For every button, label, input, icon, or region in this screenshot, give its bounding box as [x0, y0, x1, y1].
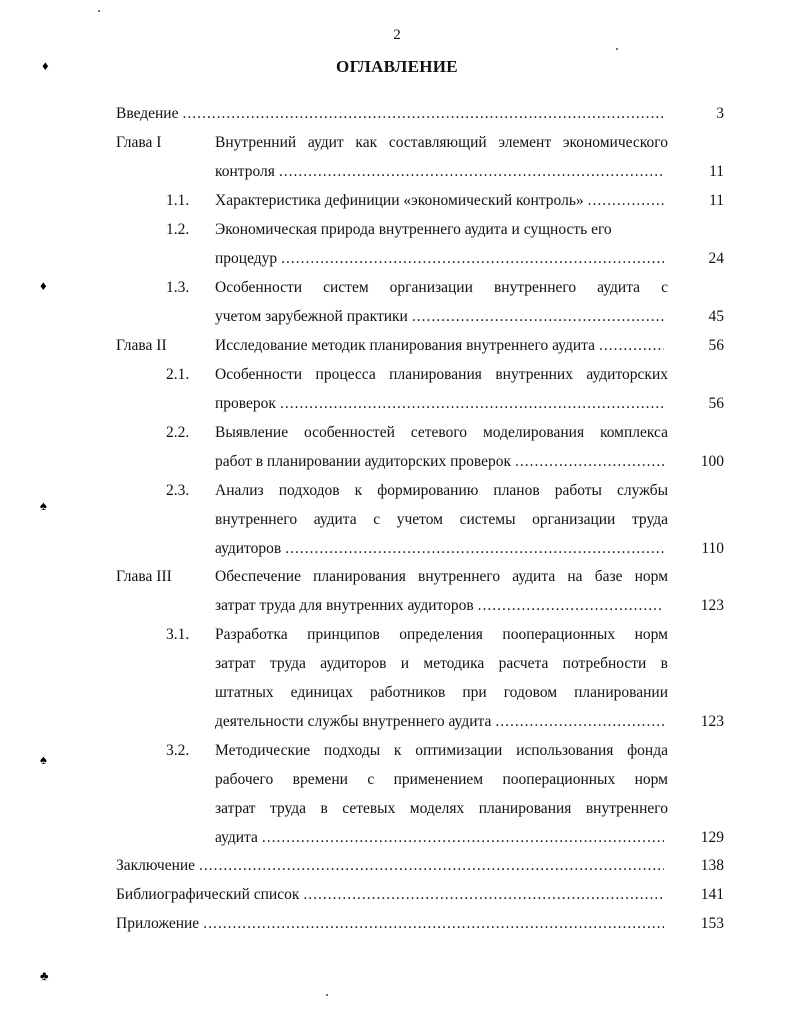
toc-page-number: 129: [700, 829, 724, 846]
page-number: 2: [393, 27, 401, 43]
toc-title: ОГЛАВЛЕНИЕ: [336, 57, 458, 76]
toc-entry-title-end: [215, 827, 668, 849]
dot-leader: [199, 855, 664, 877]
toc-entry-title-end: [215, 711, 668, 733]
toc-entry-title-end: [215, 190, 668, 212]
dot-leader: [182, 103, 664, 125]
dot-leader: [588, 190, 664, 212]
toc-entry-label: процедур: [215, 250, 278, 267]
toc-page-number: 11: [709, 163, 724, 180]
toc-entry-title: Анализ подходов к формированию планов работы службы: [215, 482, 668, 499]
section-number: 2.2.: [166, 424, 190, 441]
chapter-number: Глава II: [116, 337, 167, 354]
toc-entry-label: Характеристика дефиниции «экономический контроль»: [215, 192, 584, 209]
toc-page-number: 100: [700, 453, 724, 470]
toc-entry-title-end: [215, 335, 668, 357]
scan-speck: [98, 10, 100, 12]
toc-entry-title: Обеспечение планирования внутреннего аудита на базе норм: [215, 568, 668, 585]
scan-mark-icon: ♠: [40, 498, 47, 513]
scan-mark-icon: ♣: [40, 968, 49, 983]
section-number: 1.2.: [166, 221, 190, 238]
toc-entry-label: аудита: [215, 829, 258, 846]
chapter-number: Глава I: [116, 134, 162, 151]
toc-page-number: 123: [700, 597, 724, 614]
scan-speck: [616, 48, 618, 50]
toc-entry-label: учетом зарубежной практики: [215, 308, 408, 325]
dot-leader: [495, 711, 664, 733]
toc-page-number: 45: [708, 308, 724, 325]
toc-entry-title-end: [215, 306, 668, 328]
toc-page-number: 123: [700, 713, 724, 730]
toc-page-number: 110: [701, 540, 724, 557]
toc-page-number: 56: [708, 337, 724, 354]
toc-entry-conclusion: [116, 855, 668, 877]
toc-entry-label: Исследование методик планирования внутреннего аудита: [215, 337, 595, 354]
toc-entry-label: затрат труда для внутренних аудиторов: [215, 597, 474, 614]
toc-entry-label: контроля: [215, 163, 275, 180]
scan-mark-icon: ♠: [40, 752, 47, 767]
toc-entry-title: Особенности процесса планирования внутренних аудиторских: [215, 366, 668, 383]
toc-entry-title: рабочего времени с применением пооперационных норм: [215, 771, 668, 788]
section-number: 2.3.: [166, 482, 190, 499]
toc-entry-label: Приложение: [116, 915, 200, 932]
toc-page-number: 11: [709, 192, 724, 209]
toc-page-number: 153: [700, 915, 724, 932]
dot-leader: [478, 595, 664, 617]
toc-entry-title-end: [215, 538, 668, 560]
toc-entry-label: работ в планировании аудиторских проверок: [215, 453, 512, 470]
dot-leader: [515, 451, 664, 473]
toc-entry-title: внутреннего аудита с учетом системы организации труда: [215, 511, 668, 528]
toc-entry-appendix: [116, 913, 668, 935]
dot-leader: [281, 248, 664, 270]
toc-entry-title-end: [215, 161, 668, 183]
toc-entry-label: Библиографический список: [116, 886, 300, 903]
toc-page-number: 141: [700, 886, 724, 903]
toc-entry-title-end: [215, 393, 668, 415]
chapter-number: Глава III: [116, 568, 172, 585]
toc-entry-title-end: [215, 248, 668, 270]
toc-page-number: 3: [716, 105, 724, 122]
toc-entry-title: Методические подходы к оптимизации использования фонда: [215, 742, 668, 759]
toc-entry-bibliography: [116, 884, 668, 906]
dot-leader: [203, 913, 664, 935]
toc-entry-label: деятельности службы внутреннего аудита: [215, 713, 492, 730]
toc-page-number: 138: [700, 857, 724, 874]
section-number: 1.3.: [166, 279, 190, 296]
toc-entry-title: Внутренний аудит как составляющий элемент экономического: [215, 134, 668, 151]
dot-leader: [599, 335, 664, 357]
toc-entry-title-end: [215, 451, 668, 473]
toc-entry-title-end: [215, 595, 668, 617]
toc-entry-label: Введение: [116, 105, 179, 122]
dot-leader: [303, 884, 664, 906]
toc-page-number: 56: [708, 395, 724, 412]
toc-entry-intro: [116, 103, 668, 125]
dot-leader: [412, 306, 664, 328]
dot-leader: [262, 827, 664, 849]
toc-entry-title: Экономическая природа внутреннего аудита и сущность его: [215, 221, 612, 238]
toc-entry-title: штатных единицах работников при годовом планировании: [215, 684, 668, 701]
dot-leader: [285, 538, 664, 560]
scan-speck: [326, 994, 328, 996]
toc-entry-title: затрат труда аудиторов и методика расчета потребности в: [215, 655, 668, 672]
section-number: 1.1.: [166, 192, 190, 209]
section-number: 3.2.: [166, 742, 190, 759]
toc-entry-title: Выявление особенностей сетевого моделирования комплекса: [215, 424, 668, 441]
toc-page-number: 24: [708, 250, 724, 267]
dot-leader: [280, 393, 664, 415]
scan-mark-icon: ♦: [42, 58, 49, 73]
section-number: 2.1.: [166, 366, 190, 383]
toc-entry-title: Особенности систем организации внутреннего аудита с: [215, 279, 668, 296]
toc-entry-label: аудиторов: [215, 540, 282, 557]
scan-mark-icon: ♦: [40, 278, 47, 293]
toc-entry-title: затрат труда в сетевых моделях планирования внутреннего: [215, 800, 668, 817]
toc-entry-label: проверок: [215, 395, 276, 412]
toc-entry-label: Заключение: [116, 857, 196, 874]
dot-leader: [279, 161, 664, 183]
section-number: 3.1.: [166, 626, 190, 643]
toc-entry-title: Разработка принципов определения пооперационных норм: [215, 626, 668, 643]
